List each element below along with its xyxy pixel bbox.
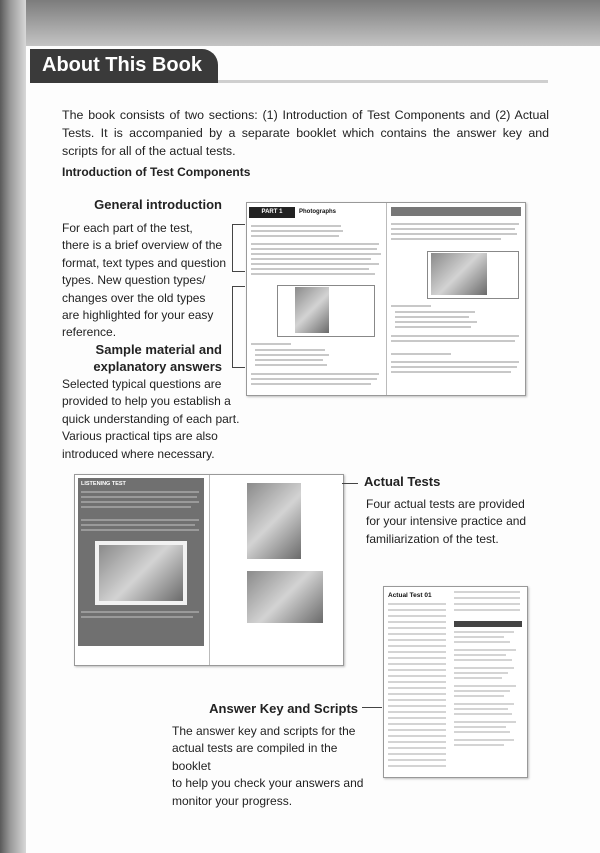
answer-key-text: The answer key and scripts for the actual tests are compiled in the booklet to help you check your answers and monitor your progress. bbox=[172, 724, 364, 808]
answer-key-connector bbox=[362, 707, 382, 708]
general-intro-text: For each part of the test, there is a brief overview of the format, text types and question types. New question types/ changes over the old types are highlighted for your easy reference. bbox=[62, 221, 227, 340]
page-title: About This Book bbox=[42, 54, 202, 76]
general-intro-heading: General introduction bbox=[94, 197, 222, 212]
part-title: Photographs bbox=[299, 209, 336, 215]
example-photo bbox=[295, 287, 329, 333]
actual-test-title: Actual Test 01 bbox=[388, 592, 432, 599]
test-photo bbox=[99, 545, 183, 601]
actual-test-spread-thumbnail bbox=[74, 474, 344, 666]
answer-key-thumbnail bbox=[383, 586, 528, 778]
answer-key-heading: Answer Key and Scripts bbox=[209, 701, 358, 716]
part1-spread-thumbnail bbox=[246, 202, 526, 396]
top-band bbox=[26, 0, 600, 46]
actual-tests-connector bbox=[342, 483, 358, 484]
general-bracket bbox=[232, 224, 245, 272]
actual-tests-heading: Actual Tests bbox=[364, 474, 441, 489]
part-label: PART 1 bbox=[249, 207, 295, 218]
title-rule bbox=[218, 80, 548, 83]
actual-tests-text: Four actual tests are provided for your intensive practice and familiarization of the test. bbox=[366, 497, 527, 546]
listening-test-label: LISTENING TEST bbox=[81, 481, 126, 487]
intro-paragraph: The book consists of two sections: (1) Introduction of Test Components and (2) Actual Tests. It is accompanied by a separate booklet which contains the answer key and scripts for all of the actual tests. bbox=[62, 108, 549, 158]
test-photo-2 bbox=[247, 483, 301, 559]
sample-material-heading: Sample material and explanatory answers bbox=[93, 342, 222, 374]
scan-gutter bbox=[0, 0, 26, 853]
example-room-photo bbox=[431, 253, 487, 295]
test-photo-3 bbox=[247, 571, 323, 623]
sample-material-text: Selected typical questions are provided to help you establish a quick understanding of each part. Various practical tips are also introduced where necessary. bbox=[62, 377, 240, 461]
section-heading: Introduction of Test Components bbox=[62, 165, 251, 179]
sample-bracket bbox=[232, 286, 245, 368]
